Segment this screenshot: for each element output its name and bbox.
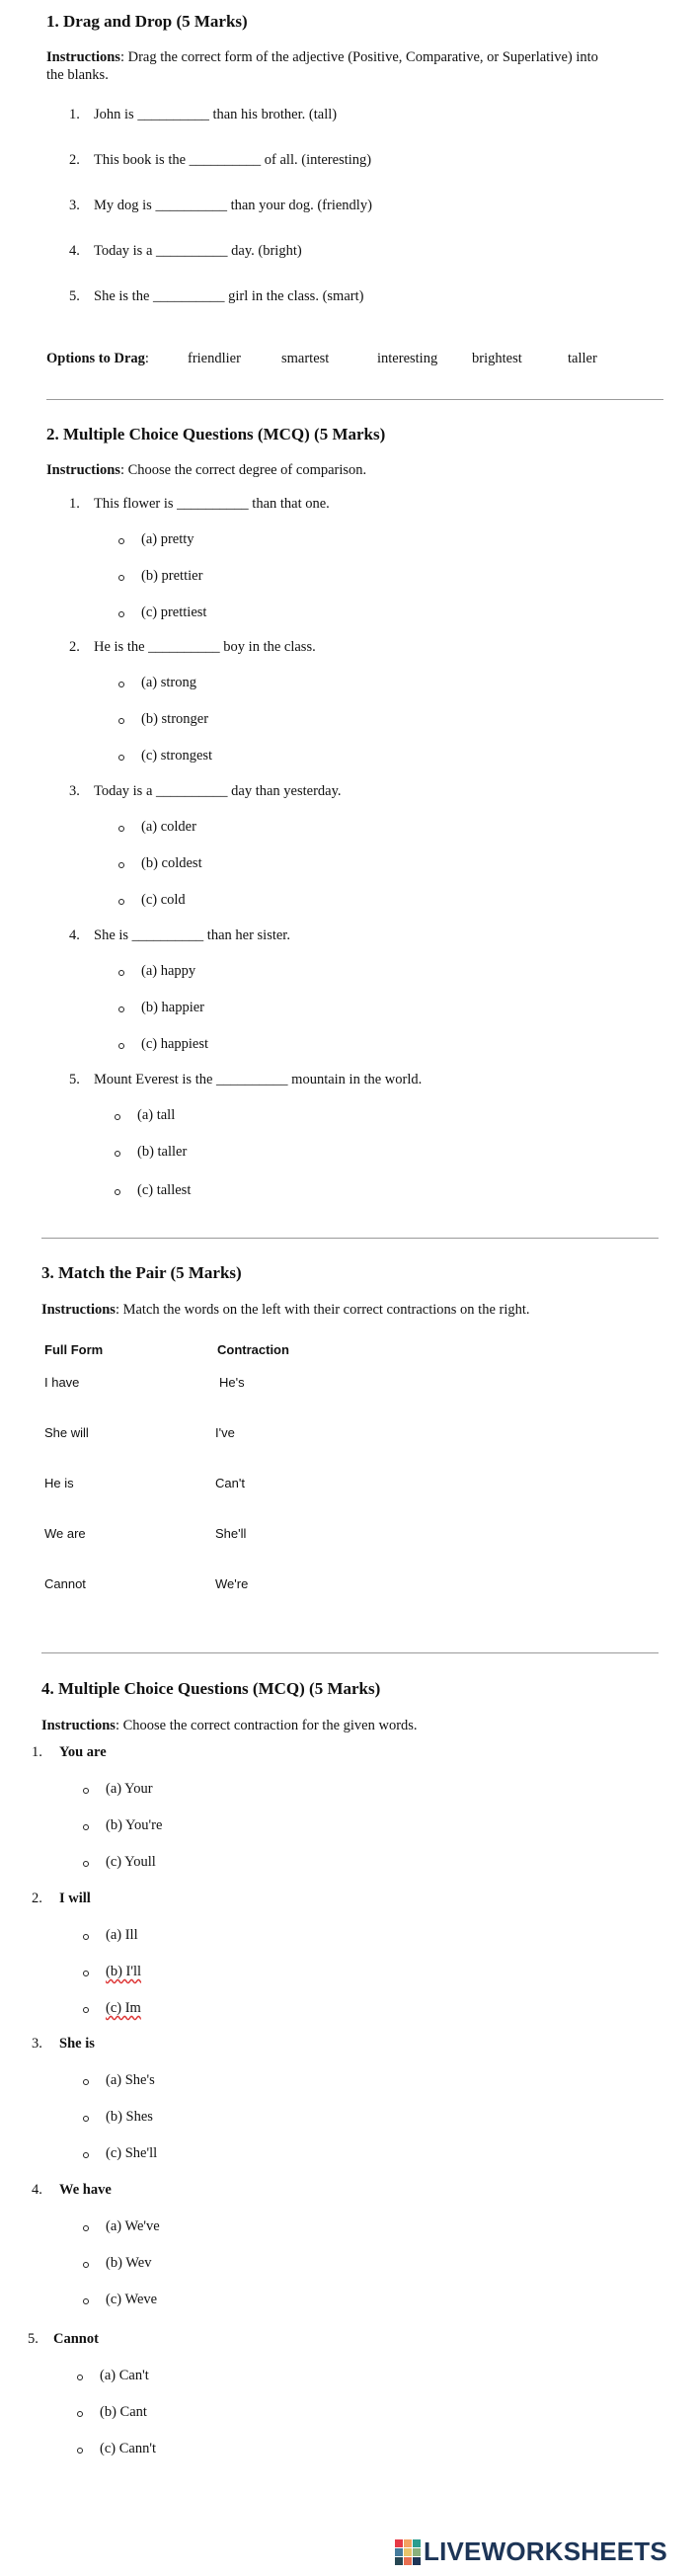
choice-option[interactable]: (c) strongest (141, 748, 213, 764)
match-right-item[interactable]: Can't (215, 1476, 245, 1490)
question-number: 3. (32, 2036, 42, 2052)
choice-option[interactable]: (a) tall (137, 1107, 176, 1123)
logo-tile (395, 2539, 403, 2547)
question-text: She is (59, 2036, 95, 2052)
choice-radio-icon[interactable] (83, 1971, 89, 1976)
choice-radio-icon[interactable] (118, 899, 124, 905)
question-text: I will (59, 1891, 91, 1906)
choice-option[interactable]: (a) We've (106, 2218, 160, 2234)
question-number: 5. (69, 288, 80, 304)
question-text: This book is the __________ of all. (interesting) (94, 152, 372, 168)
column-header-full-form: Full Form (44, 1342, 104, 1357)
question-number: 3. (69, 783, 80, 799)
choice-option[interactable]: (c) Cann't (100, 2441, 156, 2456)
section2-instructions: Instructions: Choose the correct degree of comparison. (46, 462, 367, 478)
choice-radio-icon[interactable] (77, 2375, 83, 2380)
question-number: 2. (69, 152, 80, 168)
section4-instructions: Instructions: Choose the correct contraction for the given words. (41, 1718, 418, 1733)
question-number: 4. (32, 2182, 42, 2198)
logo-tile (404, 2548, 412, 2556)
section1-instructions (46, 49, 598, 66)
choice-option[interactable]: (a) Your (106, 1781, 153, 1797)
question-number: 3. (69, 198, 80, 213)
choice-radio-icon[interactable] (83, 1824, 89, 1830)
question-text: This flower is __________ than that one. (94, 496, 330, 512)
choice-radio-icon[interactable] (118, 718, 124, 724)
question-text: We have (59, 2182, 112, 2198)
question-text: Today is a __________ day than yesterday. (94, 783, 342, 799)
choice-option[interactable]: (a) She's (106, 2072, 155, 2088)
question-number: 4. (69, 927, 80, 943)
logo-tile (413, 2548, 421, 2556)
question-text: He is the __________ boy in the class. (94, 639, 316, 655)
match-left-item[interactable]: I have (44, 1375, 80, 1390)
logo-tile (395, 2557, 403, 2565)
choice-option[interactable]: (c) cold (141, 892, 186, 908)
column-header-contraction: Contraction (217, 1342, 289, 1357)
drag-option[interactable]: friendlier (188, 351, 241, 366)
match-right-item[interactable]: He's (219, 1375, 245, 1390)
drag-option[interactable]: brightest (472, 351, 522, 366)
choice-radio-icon[interactable] (83, 1934, 89, 1940)
choice-radio-icon[interactable] (118, 862, 124, 868)
drag-option[interactable]: interesting (377, 351, 438, 366)
match-right-item[interactable]: She'll (215, 1526, 247, 1541)
choice-radio-icon[interactable] (83, 2262, 89, 2268)
choice-option[interactable]: (a) colder (141, 819, 196, 835)
choice-option[interactable]: (b) stronger (141, 711, 209, 727)
choice-radio-icon[interactable] (83, 1861, 89, 1867)
choice-radio-icon[interactable] (118, 575, 124, 581)
match-left-item[interactable]: Cannot (44, 1576, 86, 1591)
choice-radio-icon[interactable] (77, 2411, 83, 2417)
question-text: Mount Everest is the __________ mountain in the world. (94, 1072, 423, 1087)
choice-radio-icon[interactable] (118, 755, 124, 761)
choice-option[interactable]: (c) tallest (137, 1182, 192, 1198)
match-right-item[interactable]: We're (215, 1576, 249, 1591)
choice-radio-icon[interactable] (83, 1788, 89, 1794)
logo-tile (413, 2557, 421, 2565)
instructions-label: Instructions (46, 49, 120, 65)
choice-option[interactable]: (c) happiest (141, 1036, 209, 1052)
choice-option[interactable]: (c) prettiest (141, 604, 207, 620)
match-left-item[interactable]: He is (44, 1476, 74, 1490)
match-left-item[interactable]: She will (44, 1425, 89, 1440)
liveworksheets-logo (395, 2536, 667, 2567)
choice-radio-icon[interactable] (118, 1043, 124, 1049)
section1-title: 1. Drag and Drop (5 Marks) (46, 12, 248, 31)
choice-option[interactable]: (b) taller (137, 1144, 188, 1160)
question-number: 2. (69, 639, 80, 655)
question-text: She is the __________ girl in the class. (smart) (94, 288, 364, 304)
divider (46, 399, 663, 400)
question-number: 5. (28, 2331, 39, 2347)
match-left-item[interactable]: We are (44, 1526, 86, 1541)
choice-option[interactable]: (c) Weve (106, 2292, 158, 2307)
question-number: 5. (69, 1072, 80, 1087)
choice-option[interactable]: (c) She'll (106, 2145, 158, 2161)
choice-radio-icon[interactable] (83, 2116, 89, 2122)
logo-text: LIVEWORKSHEETS (424, 2536, 667, 2566)
question-text: Cannot (53, 2331, 99, 2347)
choice-option[interactable]: (c) Youll (106, 1854, 156, 1870)
logo-tile (395, 2548, 403, 2556)
question-text: Today is a __________ day. (bright) (94, 243, 302, 259)
choice-radio-icon[interactable] (118, 682, 124, 687)
choice-option[interactable]: (b) You're (106, 1817, 163, 1833)
question-number: 4. (69, 243, 80, 259)
logo-icon (395, 2539, 421, 2565)
divider (41, 1652, 659, 1653)
choice-option[interactable]: (b) Wev (106, 2255, 152, 2271)
divider (41, 1238, 659, 1239)
choice-radio-icon[interactable] (83, 2298, 89, 2304)
drag-option[interactable]: smartest (281, 351, 330, 366)
options-label: Options to Drag: (46, 351, 149, 366)
logo-tile (404, 2539, 412, 2547)
logo-tile (413, 2539, 421, 2547)
section4-title: 4. Multiple Choice Questions (MCQ) (5 Marks) (41, 1679, 381, 1698)
choice-radio-icon[interactable] (83, 2079, 89, 2085)
choice-option[interactable]: (b) coldest (141, 855, 202, 871)
choice-option[interactable]: (a) pretty (141, 531, 194, 547)
choice-radio-icon[interactable] (118, 1006, 124, 1012)
choice-radio-icon[interactable] (118, 538, 124, 544)
choice-option[interactable]: (b) Shes (106, 2109, 153, 2125)
question-number: 1. (69, 107, 80, 122)
match-right-item[interactable]: I've (215, 1425, 235, 1440)
choice-radio-icon[interactable] (77, 2448, 83, 2454)
question-number: 1. (32, 1744, 42, 1760)
choice-option[interactable]: (b) happier (141, 1000, 205, 1015)
choice-option[interactable]: (b) I'll (106, 1964, 142, 1979)
choice-option[interactable]: (a) Ill (106, 1927, 138, 1943)
choice-option[interactable]: (c) Im (106, 2000, 141, 2016)
choice-radio-icon[interactable] (115, 1151, 120, 1157)
choice-option[interactable]: (a) Can't (100, 2368, 149, 2383)
logo-tile (404, 2557, 412, 2565)
section1-instructions-cont: the blanks. (46, 67, 109, 83)
choice-option[interactable]: (b) Cant (100, 2404, 147, 2420)
choice-option[interactable]: (a) strong (141, 675, 196, 690)
choice-radio-icon[interactable] (83, 2152, 89, 2158)
choice-radio-icon[interactable] (118, 970, 124, 976)
question-text: My dog is __________ than your dog. (friendly) (94, 198, 372, 213)
question-text: John is __________ than his brother. (tall) (94, 107, 338, 122)
choice-radio-icon[interactable] (115, 1114, 120, 1120)
choice-option[interactable]: (b) prettier (141, 568, 203, 584)
question-number: 1. (69, 496, 80, 512)
choice-radio-icon[interactable] (115, 1189, 120, 1195)
section2-title: 2. Multiple Choice Questions (MCQ) (5 Marks) (46, 425, 386, 443)
question-text: She is __________ than her sister. (94, 927, 290, 943)
choice-option[interactable]: (a) happy (141, 963, 196, 979)
section3-instructions: Instructions: Match the words on the left with their correct contractions on the right. (41, 1302, 530, 1318)
question-number: 2. (32, 1891, 42, 1906)
choice-radio-icon[interactable] (83, 2225, 89, 2231)
choice-radio-icon[interactable] (118, 611, 124, 617)
choice-radio-icon[interactable] (83, 2007, 89, 2013)
drag-option[interactable]: taller (568, 351, 597, 366)
section3-title: 3. Match the Pair (5 Marks) (41, 1263, 242, 1282)
question-text: You are (59, 1744, 107, 1760)
instructions-text: : Drag the correct form of the adjective (Positive, Comparative, or Superlative) into (119, 49, 598, 65)
choice-radio-icon[interactable] (118, 826, 124, 832)
